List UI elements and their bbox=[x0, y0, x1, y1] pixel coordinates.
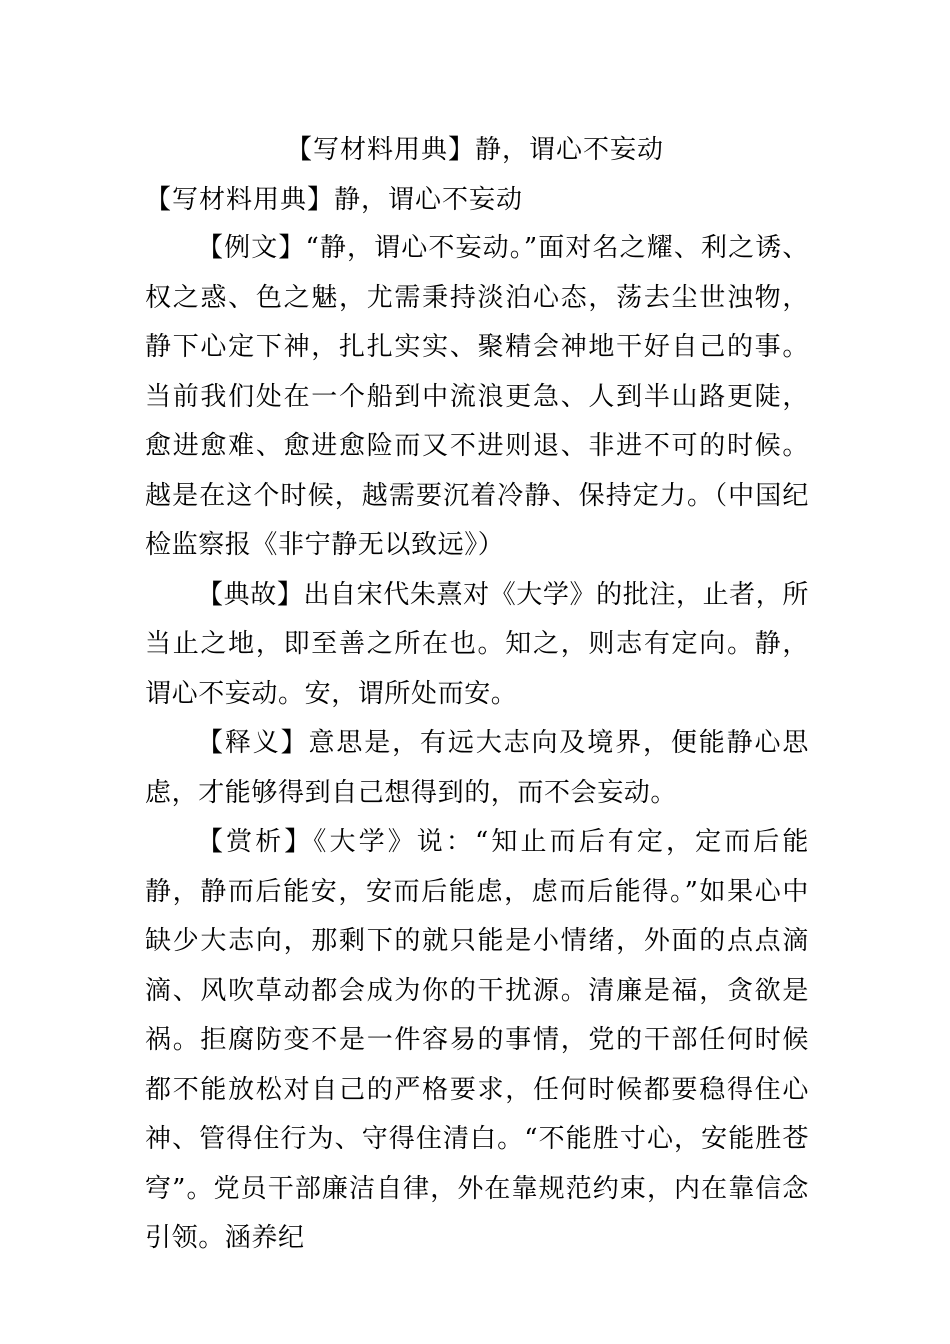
document-subtitle: 【写材料用典】静，谓心不妄动 bbox=[145, 185, 524, 215]
paragraph-interpretation bbox=[145, 719, 809, 818]
paragraph-label: 【例文】 bbox=[197, 233, 306, 263]
paragraph-text: 出自宋代朱熹对《大学》的批注，止者，所当止之地，即至善之所在也。知之，则志有定向。静，谓心不妄动。安，谓所处而安。 bbox=[145, 579, 809, 709]
paragraph-label: 【典故】 bbox=[197, 579, 304, 610]
paragraph-label: 【释义】 bbox=[197, 728, 309, 758]
paragraph-text: 意思是，有远大志向及境界，便能静心思虑，才能够得到自己想得到的，而不会妄动。 bbox=[145, 728, 809, 808]
paragraph-example bbox=[145, 224, 809, 571]
paragraph-appreciation bbox=[145, 818, 809, 1264]
paragraph-allusion bbox=[145, 571, 809, 720]
document-title: 【写材料用典】静，谓心不妄动 bbox=[285, 135, 664, 165]
paragraph-text: “静，谓心不妄动。”面对名之耀、利之诱、权之惑、色之魅，尤需秉持淡泊心态，荡去尘世浊物，静下心定下神，扎扎实实、聚精会神地干好自己的事。当前我们处在一个船到中流浪更急、人到半山路更陡，愈进愈难、愈进愈险而又不进则退、非进不可的时候。越是在这个时候，越需要沉着冷静、保持定力。（中国纪检监察报《非宁静无以致远》） bbox=[145, 233, 809, 560]
paragraph-label: 【赏析】 bbox=[197, 827, 314, 857]
document-body bbox=[145, 224, 809, 1264]
paragraph-text: 《大学》说：“知止而后有定，定而后能静，静而后能安，安而后能虑，虑而后能得。”如果心中缺少大志向，那剩下的就只能是小情绪，外面的点点滴滴、风吹草动都会成为你的干扰源。清廉是福，贪欲是祸。拒腐防变不是一件容易的事情，党的干部任何时候都不能放松对自己的严格要求，任何时候都要稳得住心神、管得住行为、守得住清白。“不能胜寸心，安能胜苍穹”。党员干部廉洁自律，外在靠规范约束，内在靠信念引领。涵养纪 bbox=[145, 827, 809, 1253]
